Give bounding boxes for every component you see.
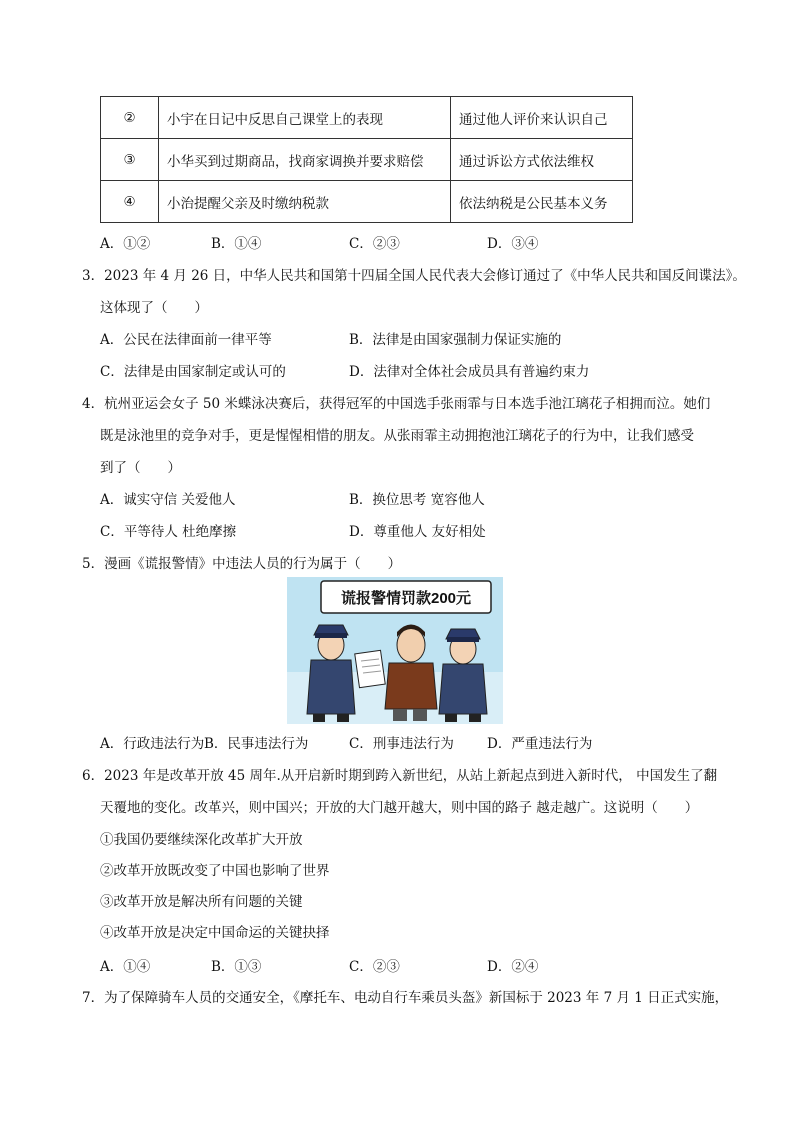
- table-row: [101, 139, 633, 181]
- q6-option-c: C．②③: [349, 959, 400, 975]
- cartoon-image: [287, 577, 503, 724]
- q4-line2: 既是泳池里的竞争对手，更是惺惺相惜的朋友。从张雨霏主动拥抱池江璃花子的行为中，让我们感受: [100, 428, 694, 444]
- table-row: [101, 97, 633, 139]
- q2-option-c: C．②③: [349, 236, 400, 252]
- q4-option-b: B．换位思考 宽容他人: [349, 492, 485, 508]
- q6-statement-4: ④改革开放是决定中国命运的关键抉择: [100, 925, 330, 941]
- q3-option-a: A．公民在法律面前一律平等: [100, 332, 272, 348]
- q5-line1: 5．漫画《谎报警情》中违法人员的行为属于（ ）: [82, 556, 402, 572]
- row-event: 小华买到过期商品，找商家调换并要求赔偿: [159, 139, 451, 181]
- q5-option-a: A．行政违法行为: [100, 736, 205, 752]
- q2-option-b: B．①④: [211, 236, 262, 252]
- row-number: ④: [101, 181, 159, 223]
- cartoon-caption: 谎报警情罚款200元: [340, 590, 472, 607]
- q7-line1: 7．为了保障骑车人员的交通安全，《摩托车、电动自行车乘员头盔》新国标于 2023 年 7 月 1 日正式实施，: [82, 990, 729, 1006]
- row-meaning: 依法纳税是公民基本义务: [451, 181, 633, 223]
- q4-option-a: A．诚实守信 关爱他人: [100, 492, 236, 508]
- q5-option-c: C．刑事违法行为: [349, 736, 454, 752]
- options-table: [100, 96, 633, 223]
- q6-option-d: D．②④: [487, 959, 539, 975]
- q4-option-d: D．尊重他人 友好相处: [349, 524, 486, 540]
- q6-line1: 6．2023 年是改革开放 45 周年.从开启新时期到跨入新世纪，从站上新起点到进入新时代， 中国发生了翻: [82, 768, 718, 784]
- q6-option-a: A．①④: [100, 959, 151, 975]
- row-event: 小治提醒父亲及时缴纳税款: [159, 181, 451, 223]
- q2-option-d: D．③④: [487, 236, 539, 252]
- q4-line1: 4．杭州亚运会女子 50 米蝶泳决赛后，获得冠军的中国选手张雨霏与日本选手池江璃花子相拥而泣。她们: [82, 396, 711, 412]
- row-number: ②: [101, 97, 159, 139]
- paper-document: [355, 650, 385, 687]
- q3-option-c: C．法律是由国家制定或认可的: [100, 364, 286, 380]
- q6-option-b: B．①③: [211, 959, 262, 975]
- q6-line2: 天覆地的变化。改革兴，则中国兴；开放的大门越开越大，则中国的路子 越走越广。这说明（ ）: [100, 800, 699, 816]
- row-number: ③: [101, 139, 159, 181]
- q4-option-c: C．平等待人 杜绝摩擦: [100, 524, 237, 540]
- row-meaning: 通过诉讼方式依法维权: [451, 139, 633, 181]
- row-event: 小宇在日记中反思自己课堂上的表现: [159, 97, 451, 139]
- q3-option-b: B．法律是由国家强制力保证实施的: [349, 332, 562, 348]
- q6-statement-2: ②改革开放既改变了中国也影响了世界: [100, 863, 330, 879]
- q3-line2: 这体现了（ ）: [100, 300, 208, 316]
- q6-statement-3: ③改革开放是解决所有问题的关键: [100, 894, 303, 910]
- q3-option-d: D．法律对全体社会成员具有普遍约束力: [349, 364, 590, 380]
- q2-option-a: A．①②: [100, 236, 151, 252]
- q5-option-b: B．民事违法行为: [204, 736, 309, 752]
- q6-statement-1: ①我国仍要继续深化改革扩大开放: [100, 832, 303, 848]
- q4-line3: 到了（ ）: [100, 460, 181, 476]
- row-meaning: 通过他人评价来认识自己: [451, 97, 633, 139]
- q5-option-d: D．严重违法行为: [487, 736, 593, 752]
- table-row: [101, 181, 633, 223]
- q3-line1: 3．2023 年 4 月 26 日，中华人民共和国第十四届全国人民代表大会修订通过了《中华人民共和国反间谍法》。: [82, 268, 746, 284]
